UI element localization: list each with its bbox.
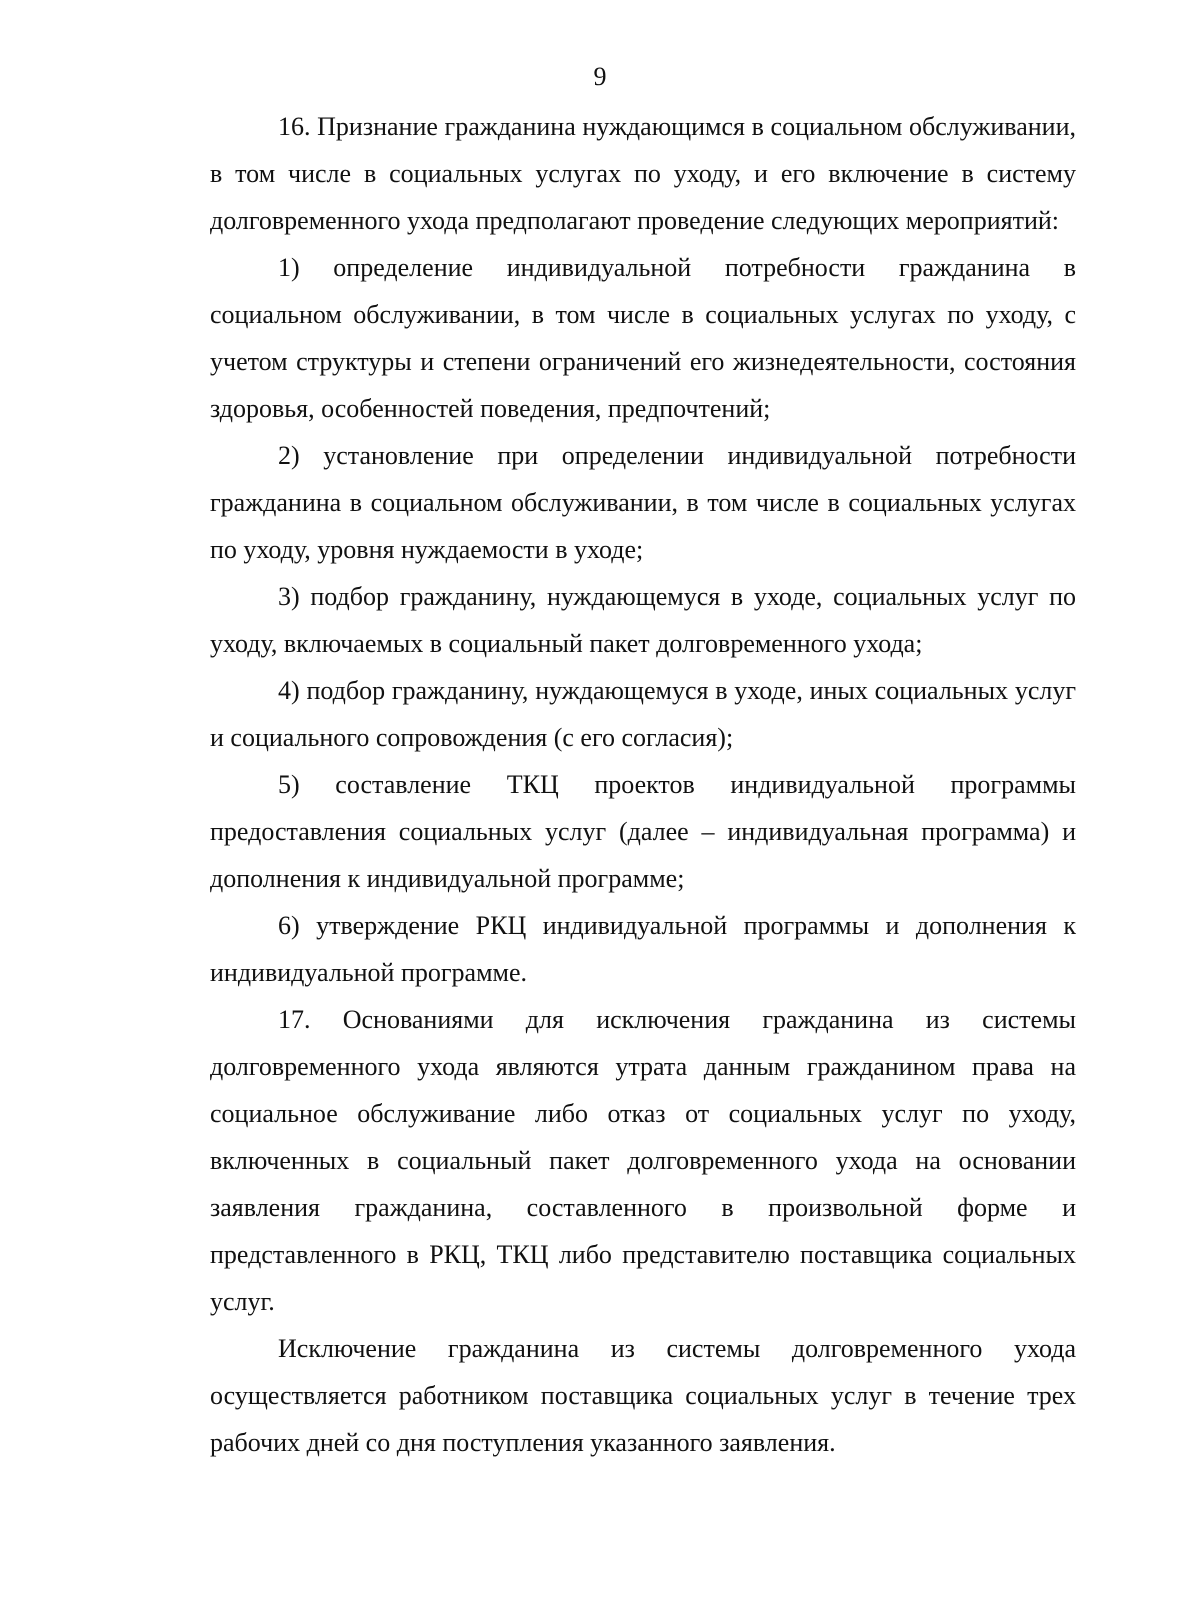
- paragraph-16: 16. Признание гражданина нуждающимся в социальном обслуживании, в том числе в социальных услугах по уходу, и его включение в систему долговременного ухода предполагают проведение следующих мероприятий:: [210, 112, 1076, 235]
- list-item-4: 4) подбор гражданину, нуждающемуся в уходе, иных социальных услуг и социального сопровождения (с его согласия);: [210, 676, 1076, 752]
- document-body: [210, 103, 1076, 1466]
- paragraph-17-continuation: Исключение гражданина из системы долговременного ухода осуществляется работником поставщика социальных услуг в течение трех рабочих дней со дня поступления указанного заявления.: [210, 1334, 1076, 1457]
- list-item-6: 6) утверждение РКЦ индивидуальной программы и дополнения к индивидуальной программе.: [210, 911, 1076, 987]
- list-item-5: 5) составление ТКЦ проектов индивидуальной программы предоставления социальных услуг (далее – индивидуальная программа) и дополнения к индивидуальной программе;: [210, 770, 1076, 893]
- paragraph-17: 17. Основаниями для исключения гражданина из системы долговременного ухода являются утрата данным гражданином права на социальное обслуживание либо отказ от социальных услуг по уходу, включенных в социальный пакет долговременного ухода на основании заявления гражданина, составленного в произвольной форме и представленного в РКЦ, ТКЦ либо представителю поставщика социальных услуг.: [210, 1005, 1076, 1316]
- page-number: 9: [593, 62, 607, 91]
- list-item-2: 2) установление при определении индивидуальной потребности гражданина в социальном обслуживании, в том числе в социальных услугах по уходу, уровня нуждаемости в уходе;: [210, 441, 1076, 564]
- list-item-3: 3) подбор гражданину, нуждающемуся в уходе, социальных услуг по уходу, включаемых в социальный пакет долговременного ухода;: [210, 582, 1076, 658]
- list-item-1: 1) определение индивидуальной потребности гражданина в социальном обслуживании, в том числе в социальных услугах по уходу, с учетом структуры и степени ограничений его жизнедеятельности, состояния здоровья, особенностей поведения, предпочтений;: [210, 253, 1076, 423]
